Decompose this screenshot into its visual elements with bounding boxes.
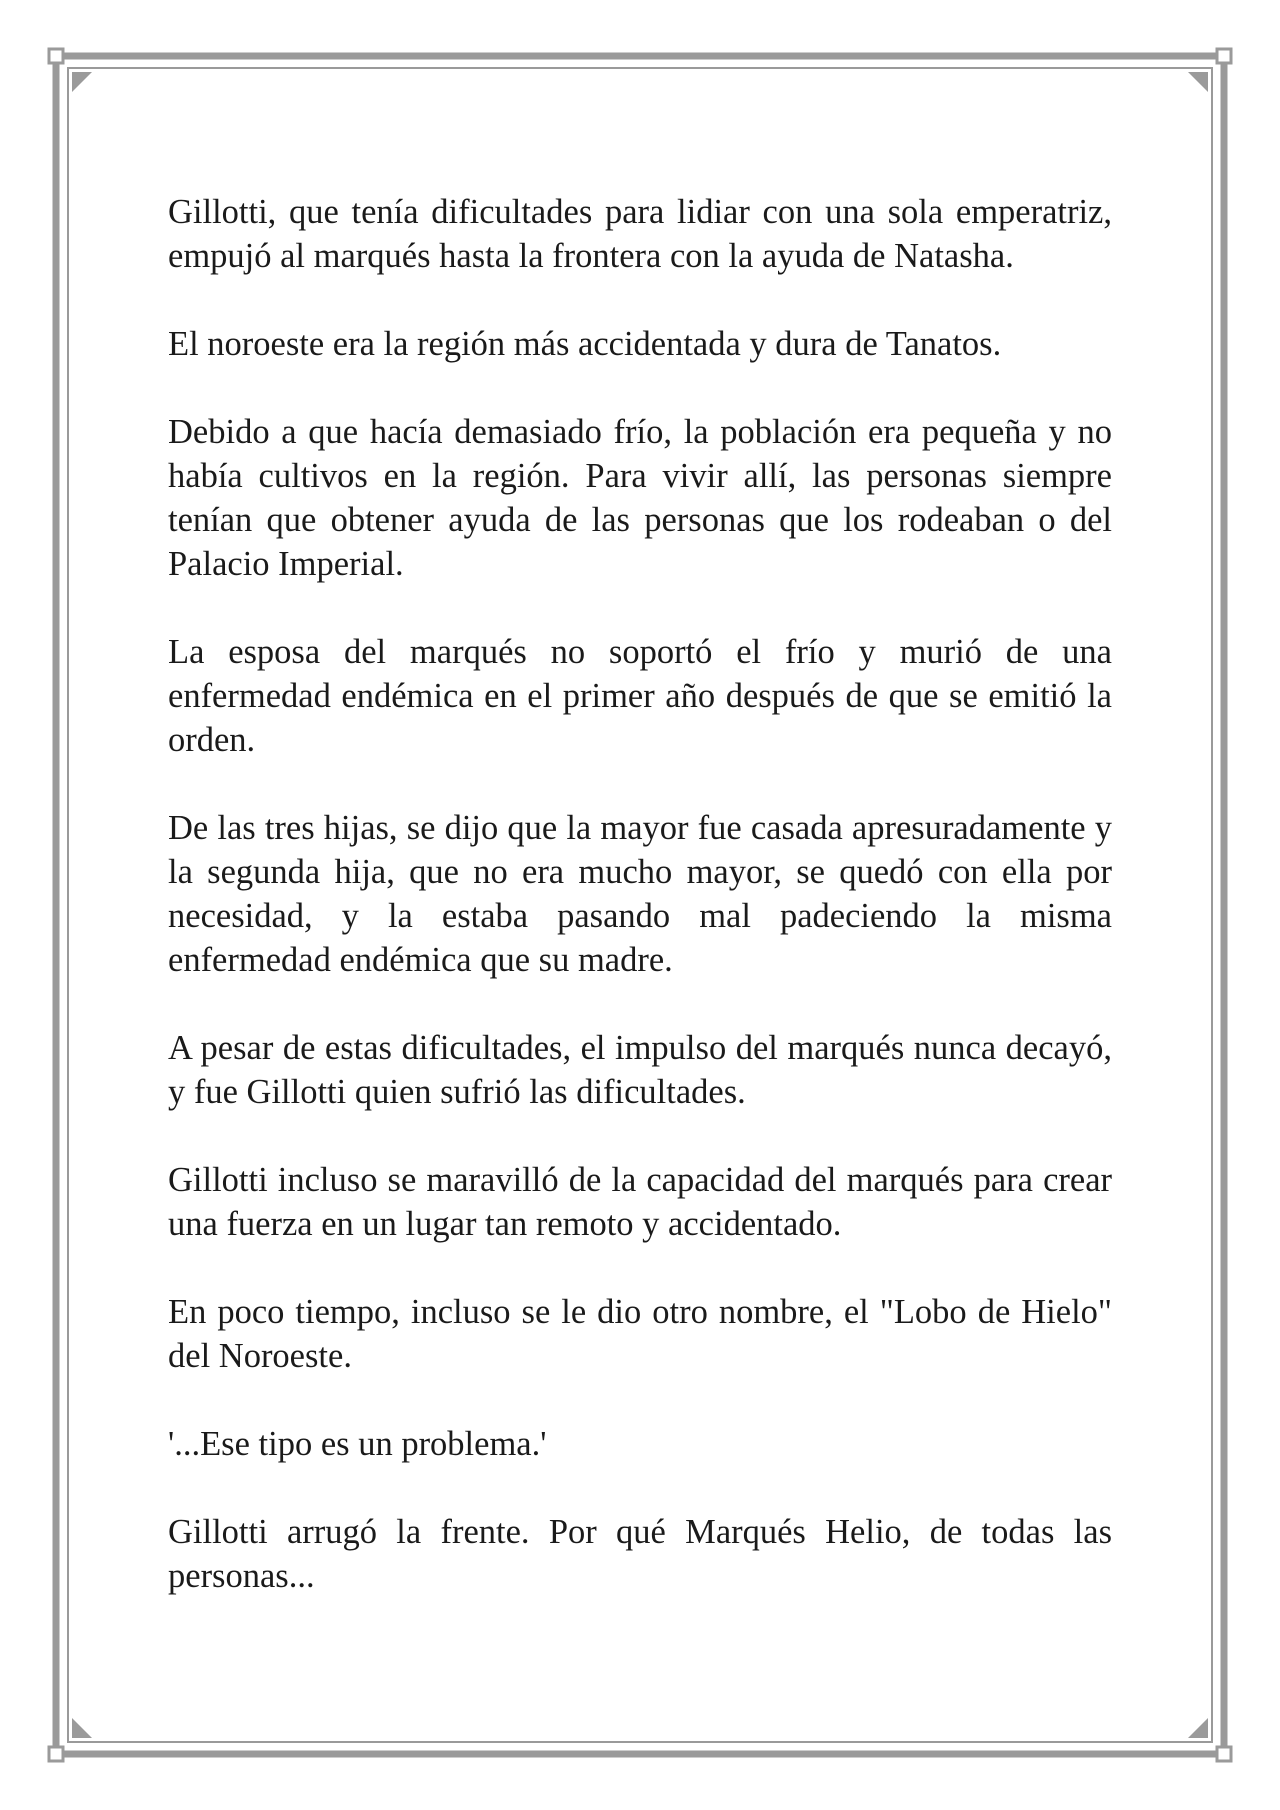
paragraph: El noroeste era la región más accidentada y dura de Tanatos. <box>168 325 1002 363</box>
corner-square-bottom-left <box>49 1747 63 1761</box>
corner-triangle-top-left <box>72 72 92 92</box>
paragraph: De las tres hijas, se dijo que la mayor fue casada apresuradamente y la segunda hija, que no era mucho mayor, se quedó con ella por necesidad, y la estaba pasando mal padeciendo la misma enfermedad endémica que su madre. <box>168 809 1112 979</box>
paragraph: La esposa del marqués no soportó el frío y murió de una enfermedad endémica en el primer año después de que se emitió la orden. <box>168 633 1112 759</box>
paragraph: Gillotti, que tenía dificultades para lidiar con una sola emperatriz, empujó al marqués hasta la frontera con la ayuda de Natasha. <box>168 193 1112 275</box>
corner-square-top-right <box>1217 49 1231 63</box>
paragraph: '...Ese tipo es un problema.' <box>168 1425 547 1463</box>
document-body <box>168 190 1112 1598</box>
paragraph: Gillotti incluso se maravilló de la capacidad del marqués para crear una fuerza en un lugar tan remoto y accidentado. <box>168 1161 1112 1243</box>
paragraph: Gillotti arrugó la frente. Por qué Marqués Helio, de todas las personas... <box>168 1513 1112 1595</box>
corner-square-top-left <box>49 49 63 63</box>
corner-square-bottom-right <box>1217 1747 1231 1761</box>
paragraph: A pesar de estas dificultades, el impulso del marqués nunca decayó, y fue Gillotti quien sufrió las dificultades. <box>168 1029 1112 1111</box>
corner-triangle-bottom-right <box>1188 1718 1208 1738</box>
paragraph: En poco tiempo, incluso se le dio otro nombre, el "Lobo de Hielo" del Noroeste. <box>168 1293 1112 1375</box>
corner-triangle-top-right <box>1188 72 1208 92</box>
corner-triangle-bottom-left <box>72 1718 92 1738</box>
paragraph: Debido a que hacía demasiado frío, la población era pequeña y no había cultivos en la región. Para vivir allí, las personas siempre tenían que obtener ayuda de las personas que los rodeaban o del Palacio Imperial. <box>168 413 1112 583</box>
